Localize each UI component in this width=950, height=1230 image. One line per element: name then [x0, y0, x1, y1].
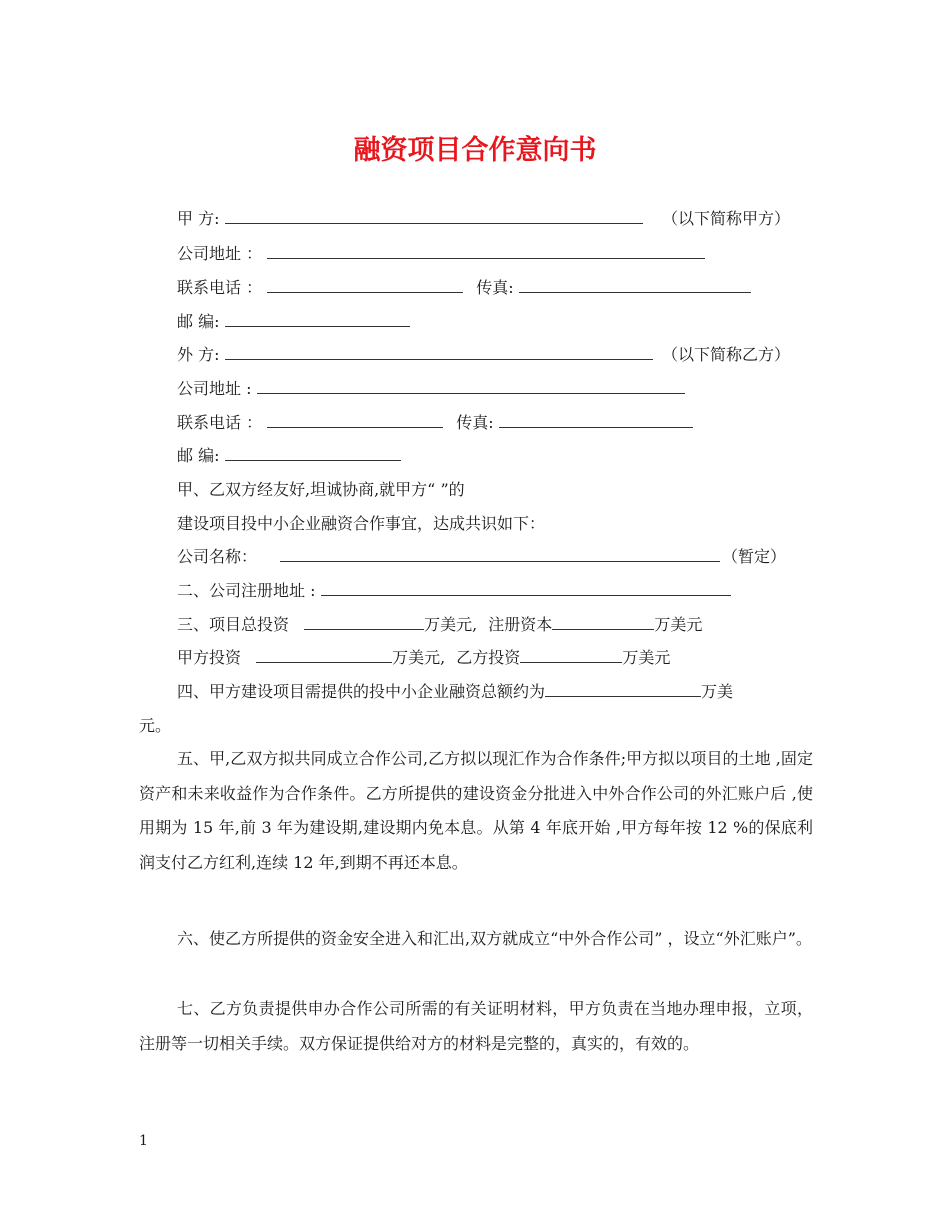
- party-b-phone-label: 联系电话 ：: [177, 413, 263, 432]
- company-name-blank[interactable]: [280, 546, 720, 562]
- party-b-fax-label: 传真:: [456, 413, 494, 432]
- item7-paragraph: 七、乙方负责提供申办合作公司所需的有关证明材料，甲方负责在当地办理申报，立项，注册等一切相关手续。双方保证提供给对方的材料是完整的，真实的，有效的。: [139, 999, 813, 1053]
- party-a-line: [177, 208, 643, 230]
- reg-address-label: 二、公司注册地址 :: [177, 581, 316, 600]
- reg-capital-label: 注册资本: [488, 615, 553, 634]
- party-b-address-label: 公司地址 :: [177, 379, 252, 398]
- intro-line-2: 建设项目投中小企业融资合作事宜，达成共识如下：: [177, 514, 546, 533]
- company-name-label: 公司名称：: [177, 547, 258, 566]
- party-a-phone-blank[interactable]: [267, 277, 463, 293]
- party-a-fax-blank[interactable]: [519, 277, 751, 293]
- item4-blank[interactable]: [545, 681, 701, 697]
- party-b-zip-label: 邮 编:: [177, 446, 220, 465]
- party-a-address-line: [177, 243, 705, 265]
- total-invest-line: [177, 614, 702, 636]
- reg-capital-blank[interactable]: [552, 614, 654, 630]
- party-b-fax-blank[interactable]: [499, 412, 693, 428]
- party-a-address-blank[interactable]: [267, 243, 705, 259]
- b-invest-blank[interactable]: [520, 647, 622, 663]
- item4-unit: 万美: [701, 682, 734, 701]
- party-a-zip-blank[interactable]: [225, 311, 410, 327]
- party-b-zip-blank[interactable]: [225, 445, 401, 461]
- party-a-address-label: 公司地址 ：: [177, 244, 263, 263]
- party-b-address-line: [177, 378, 685, 400]
- item4-continuation: 元。: [139, 716, 172, 735]
- party-a-blank[interactable]: [225, 208, 643, 224]
- total-invest-unit: 万美元,: [424, 615, 478, 634]
- party-a-label: 甲 方:: [177, 209, 220, 228]
- party-a-suffix: （以下简称甲方）: [662, 209, 791, 228]
- party-b-line: [177, 344, 653, 366]
- party-a-zip-label: 邮 编:: [177, 312, 220, 331]
- party-b-zip-line: [177, 445, 401, 467]
- document-title: 融资项目合作意向书: [353, 135, 597, 166]
- reg-address-blank[interactable]: [321, 580, 731, 596]
- party-a-fax-label: 传真:: [476, 278, 514, 297]
- reg-address-line: [177, 580, 731, 602]
- item5-paragraph: 五、甲,乙双方拟共同成立合作公司,乙方拟以现汇作为合作条件;甲方拟以项目的土地 ,固定资产和未来收益作为合作条件。乙方所提供的建设资金分批进入中外合作公司的外汇账户后 ,使用期为 15 年,前 3 年为建设期,建设期内免本息。从第 4 年底开始 ,甲方每年按 12 %的保底利润支付乙方红利,连续 12 年,到期不再还本息。: [139, 749, 813, 872]
- a-invest-blank[interactable]: [256, 647, 392, 663]
- a-invest-label: 甲方投资: [177, 648, 242, 667]
- ab-invest-line: [177, 647, 670, 669]
- total-invest-blank[interactable]: [304, 614, 424, 630]
- reg-capital-unit: 万美元: [654, 615, 703, 634]
- party-a-zip-line: [177, 311, 410, 333]
- party-a-phone-line: [177, 277, 751, 299]
- company-name-suffix: （暂定）: [722, 547, 787, 566]
- b-invest-unit: 万美元: [622, 648, 671, 667]
- party-b-address-blank[interactable]: [257, 378, 685, 394]
- party-b-phone-line: [177, 412, 693, 434]
- a-invest-unit: 万美元,: [392, 648, 446, 667]
- b-invest-label: 乙方投资: [456, 648, 521, 667]
- party-b-blank[interactable]: [225, 344, 653, 360]
- item4-line: [177, 681, 733, 703]
- party-b-label: 外 方:: [177, 345, 220, 364]
- item6-paragraph: 六、使乙方所提供的资金安全进入和汇出,双方就成立“中外合作公司” ，设立“外汇账户”。: [177, 929, 812, 948]
- page-number: 1: [139, 1133, 148, 1149]
- party-a-phone-label: 联系电话 ：: [177, 278, 263, 297]
- company-name-line: [177, 546, 720, 568]
- intro-line-1: 甲、乙双方经友好,坦诚协商,就甲方“ ”的: [177, 480, 465, 499]
- party-b-phone-blank[interactable]: [267, 412, 443, 428]
- item4-text: 四、甲方建设项目需提供的投中小企业融资总额约为: [177, 682, 546, 701]
- total-invest-label: 三、项目总投资: [177, 615, 290, 634]
- party-b-suffix: （以下简称乙方）: [662, 345, 791, 364]
